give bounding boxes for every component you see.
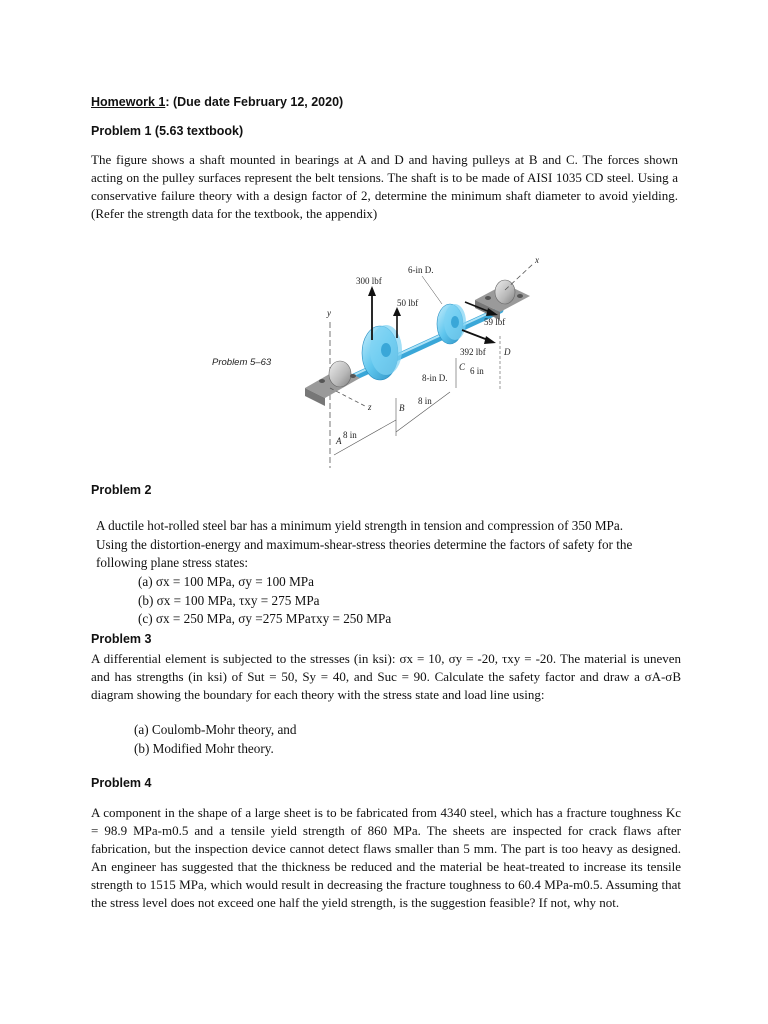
force-label-300: 300 lbf [356,276,382,286]
problem-2-item-b: (b) σx = 100 MPa, τxy = 275 MPa [138,592,320,608]
problem-2-item-a: (a) σx = 100 MPa, σy = 100 MPa [138,574,314,589]
problem-2-items [138,573,391,629]
y-axis-label: y [327,308,331,318]
due-date: : (Due date February 12, 2020) [165,95,344,109]
length-label-8in-a: 8 in [343,430,357,440]
length-label-8in-b: 8 in [418,396,432,406]
problem-1-heading: Problem 1 (5.63 textbook) [91,124,244,138]
problem-3-item-a: (a) Coulomb-Mohr theory, and [134,722,297,737]
figure-caption: Problem 5–63 [212,357,272,368]
problem-2-item-c: (c) σx = 250 MPa, σy =275 MPaτxy = 250 MPa [138,611,392,627]
diameter-label-8in: 8-in D. [422,373,448,383]
force-label-50: 50 lbf [397,298,419,308]
length-label-6in: 6 in [470,366,484,376]
problem-4-text: A component in the shape of a large sheet is to be fabricated from 4340 steel, which has a fracture toughness Kc = 98.9 MPa-m0.5 and a tensile yield strength of 860 MPa. The sheets are inspected for crack flaws after fabrication, but the inspection device cannot detect flaws smaller than 5 mm. The part is too heavy as designed. An engineer has suggested that the thickness be reduced and the material be heat-treated to increase its tensile strength to 1515 MPa, which would result in decreasing the fracture toughness to 60.4 MPa-m0.5. Assuming that the stress level does not exceed one half the yield strength, is the suggestion feasible? If not, why not. [91,805,681,910]
point-a-label: A [336,436,342,446]
problem-2-text: A ductile hot-rolled steel bar has a minimum yield strength in tension and compression of 350 MPa. Using the distortion-energy and maximum-shear-stress theories determine the factors of safety for the following plane stress states: [96,518,633,571]
force-label-59: 59 lbf [484,317,506,327]
point-d-label: D [504,347,511,357]
problem-4-heading: Problem 4 [91,776,152,790]
problem-3-heading: Problem 3 [91,632,152,646]
problem-1-text: The figure shows a shaft mounted in bearings at A and D and having pulleys at B and C. The forces shown acting on the pulley surfaces represent the belt tensions. The shaft is to be made of AISI 1035 CD steel. Using a conservative failure theory with a design factor of 2, determine the minimum shaft diameter to avoid yielding. (Refer the strength data for the textbook, the appendix) [91,152,678,221]
homework-label: Homework 1 [91,95,166,109]
problem-2-heading: Problem 2 [91,483,152,497]
point-b-label: B [399,403,405,413]
problem-3-text: A differential element is subjected to the stresses (in ksi): σx = 10, σy = -20, τxy = -20. The material is uneven and has strengths (in ksi) of Sut = 50, Sy = 40, and Suc = 90. Calculate the safety factor and draw a σA-σB diagram showing the boundary for each theory with the stress state and load line using: [91,651,681,702]
point-c-label: C [459,362,466,372]
homework-title [91,95,343,109]
diameter-label-6in: 6-in D. [408,265,434,275]
shaft-figure [200,240,590,468]
problem-3-items [134,721,297,758]
z-axis-label: z [368,402,372,412]
problem-3-item-b: (b) Modified Mohr theory. [134,740,274,756]
force-label-392: 392 lbf [460,347,486,357]
x-axis-label: x [535,255,539,265]
